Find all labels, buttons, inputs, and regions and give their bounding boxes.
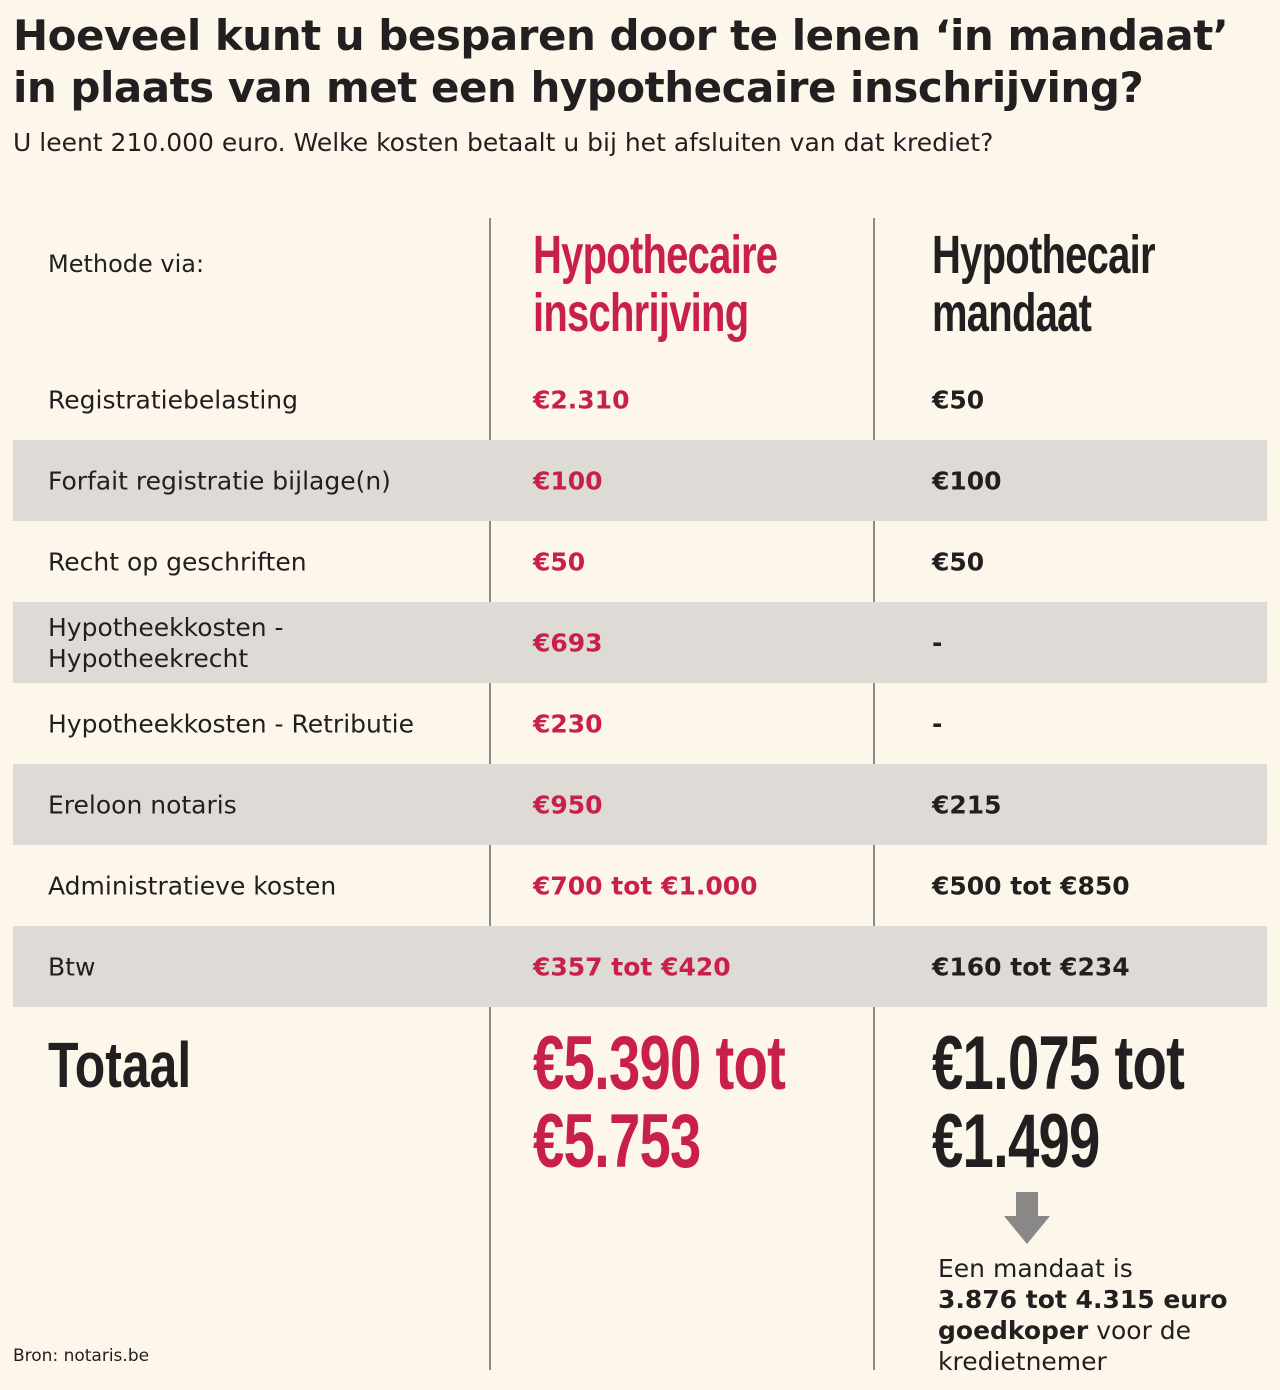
- row-label: Hypotheekkosten - Retributie: [48, 709, 414, 738]
- method-label: Methode via:: [48, 250, 205, 278]
- value-mandaat: €50: [932, 385, 985, 414]
- value-mandaat: -: [932, 709, 943, 738]
- value-inschrijving: €50: [533, 547, 586, 576]
- row-label: Hypotheekkosten - Hypotheekrecht: [48, 612, 284, 673]
- value-inschrijving: €230: [533, 709, 603, 738]
- table-row: [13, 764, 1267, 845]
- arrow-down-icon: [1004, 1192, 1050, 1244]
- page-title: Hoeveel kunt u besparen door te lenen ‘in mandaat’ in plaats van met een hypothecaire inschrijving?: [13, 11, 1229, 112]
- value-mandaat: -: [932, 628, 943, 657]
- value-inschrijving: €2.310: [533, 385, 630, 414]
- value-mandaat: €160 tot €234: [932, 952, 1130, 981]
- table-row: [13, 926, 1267, 1007]
- row-label: Recht op geschriften: [48, 547, 307, 576]
- value-mandaat: €500 tot €850: [932, 871, 1130, 900]
- table-row: [13, 602, 1267, 683]
- row-label: Ereloon notaris: [48, 790, 237, 819]
- value-inschrijving: €693: [533, 628, 603, 657]
- value-mandaat: €215: [932, 790, 1002, 819]
- value-mandaat: €50: [932, 547, 985, 576]
- row-label: Btw: [48, 952, 96, 981]
- total-mandaat: €1.075 tot €1.499: [932, 1021, 1185, 1184]
- column-header-inschrijving: Hypothecaire inschrijving: [533, 225, 778, 343]
- row-label: Forfait registratie bijlage(n): [48, 466, 391, 495]
- row-label: Registratiebelasting: [48, 385, 298, 414]
- table-row: [13, 845, 1267, 926]
- note-rest: voor de kredietnemer: [938, 1316, 1192, 1376]
- row-label: Administratieve kosten: [48, 871, 337, 900]
- subtitle: U leent 210.000 euro. Welke kosten betaalt u bij het afsluiten van dat krediet?: [13, 128, 994, 157]
- note-line1: Een mandaat is: [938, 1254, 1133, 1283]
- note-savings: 3.876 tot 4.315 euro goedkoper: [938, 1285, 1228, 1345]
- value-inschrijving: €357 tot €420: [533, 952, 731, 981]
- total-inschrijving: €5.390 tot €5.753: [533, 1021, 786, 1184]
- table-row: [13, 440, 1267, 521]
- table-row: [13, 521, 1267, 602]
- total-label: Totaal: [48, 1029, 192, 1101]
- source-credit: Bron: notaris.be: [13, 1346, 150, 1366]
- value-inschrijving: €950: [533, 790, 603, 819]
- table-row: [13, 683, 1267, 764]
- value-mandaat: €100: [932, 466, 1002, 495]
- table-row: [13, 359, 1267, 440]
- column-header-mandaat: Hypothecair mandaat: [932, 225, 1155, 343]
- value-inschrijving: €700 tot €1.000: [533, 871, 758, 900]
- savings-note: [938, 1253, 1258, 1377]
- value-inschrijving: €100: [533, 466, 603, 495]
